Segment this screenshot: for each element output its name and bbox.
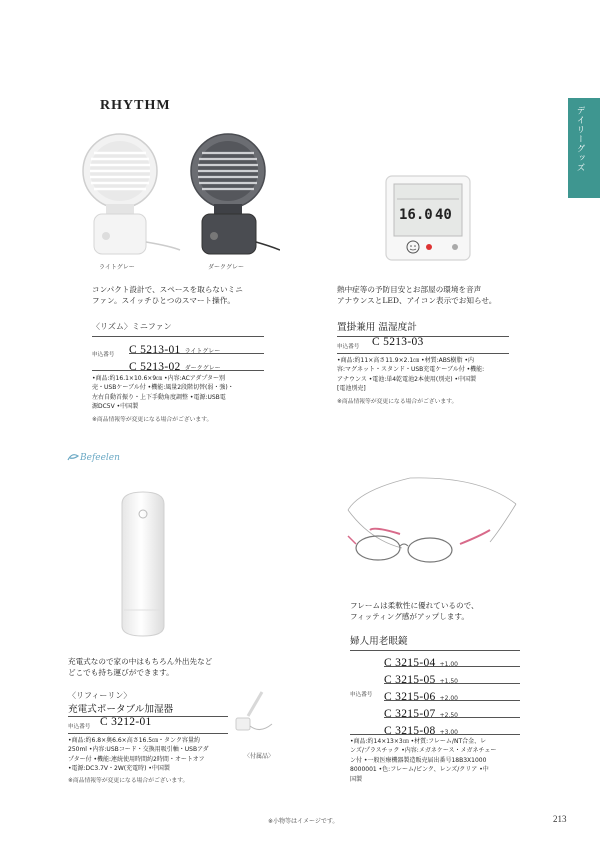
thermo-description: 熱中症等の予防目安とお部屋の環境を音声 アナウンスとLED、アイコン表示でお知らせ。 [337, 285, 497, 305]
thermo-product-name: 置掛兼用 温湿度計 [337, 322, 417, 333]
reading-glasses-image [340, 470, 520, 590]
thermo-temp-readout: 16.0 [399, 207, 433, 223]
fan-caption-dark: ダークグレー [208, 264, 245, 271]
divider [384, 717, 520, 718]
humidifier-note: ※商品情報等が変更になる場合がございます。 [68, 778, 189, 784]
glasses-code-row-2: C 3215-05 +1.50 [384, 674, 458, 686]
fan-specs: •商品:約16.1×10.6×9㎝ •内容:ACアダプター別 売・USBケーブル付 •機能:風量2段階切替(弱・強)・ 左右自動首振り・上下手動角度調整 •電源:USB電 源DC5V •中国製 [92, 375, 234, 411]
brand-logo: RHYTHM [100, 98, 171, 113]
page-number: 213 [553, 814, 567, 824]
glasses-product-name: 婦人用老眼鏡 [350, 636, 408, 647]
befeelen-logo: Befeelen [80, 453, 120, 463]
divider [337, 353, 509, 354]
divider [384, 666, 520, 667]
humidifier-brand-name: 〈リフィーリン〉 [68, 691, 132, 700]
order-number-label: 申込番号 [350, 692, 373, 698]
humidifier-code: C 3212-01 [100, 716, 152, 728]
divider [350, 734, 520, 735]
humidifier-specs: •商品:約6.8×奥6.6×高さ16.5㎝・タンク容量約 250ml •内容:USBコード・交換用吸引軸・USBアダ プター付 •機能:連続使用時間約2時間・オートオフ •電源:DC3.7V・2W(充電時) •中国製 [68, 737, 209, 773]
fan-caption-light: ライトグレー [99, 264, 135, 271]
glasses-code-row-4: C 3215-07 +2.50 [384, 708, 458, 720]
humidifier-description: 充電式なので家の中はもちろん外出先など どこでも持ち運びができます。 [68, 657, 213, 677]
category-tab-label: デイリーグッズ [575, 106, 585, 173]
thermo-note: ※商品情報等が変更になる場合がございます。 [337, 399, 458, 405]
glasses-code-row-3: C 3215-06 +2.00 [384, 691, 458, 703]
divider [384, 683, 520, 684]
fan-product-name: 〈リズム〉ミニファン [92, 322, 172, 331]
humidifier-accessories-image [232, 690, 276, 742]
thermo-code: C 5213-03 [372, 336, 424, 348]
brand-swirl-icon [66, 450, 80, 464]
order-number-label: 申込番号 [337, 344, 360, 350]
thermo-hygrometer-image [385, 175, 471, 261]
humidifier-product-name: 充電式ポータブル加湿器 [68, 704, 174, 715]
fan-description: コンパクト設計で、スペースを取らないミニ ファン。スイッチひとつのスマート操作。 [92, 285, 243, 305]
fan-code-row-2: C 5213-02 ダークグレー [129, 361, 221, 373]
fan-code-row-1: C 5213-01 ライトグレー [129, 344, 221, 356]
thermo-hum-readout: 40 [435, 207, 452, 223]
glasses-specs: •商品:約14×13×3㎝ •材質:フレーム/NT合金、レ ンズ/プラスチック •内容:メガネケース・メガネチェー ン付 •一般医療機器製造販売届出番号18B3X1000 8000001 •色:フレーム/ピンク、レンズ/クリア •中 国製 [350, 738, 497, 783]
fan-note: ※商品情報等が変更になる場合がございます。 [92, 417, 213, 423]
divider [68, 733, 228, 734]
humidifier-image [110, 490, 176, 640]
order-number-label: 申込番号 [92, 352, 115, 358]
glasses-description: フレームは柔軟性に優れているので、 フィッティング感がアップします。 [350, 601, 479, 621]
accessory-caption: 〈付属品〉 [244, 753, 275, 760]
glasses-code-row-5: C 3215-08 +3.00 [384, 725, 458, 737]
divider [129, 353, 264, 354]
mini-fan-image [80, 126, 280, 266]
thermo-specs: •商品:約11×高さ11.9×2.1㎝ •材質:ABS樹脂 •内 容:マグネット・スタンド・USB充電ケーブル付 •機能: アナウンス •電池:単4乾電池2本使用(別売) •中国製 [電池別売] [337, 357, 485, 393]
divider [92, 370, 264, 371]
divider [384, 700, 520, 701]
divider [92, 336, 264, 337]
glasses-code-row-1: C 3215-04 +1.00 [384, 657, 458, 669]
order-number-label: 申込番号 [68, 724, 91, 730]
footer-note: ※小物等はイメージです。 [268, 818, 339, 825]
